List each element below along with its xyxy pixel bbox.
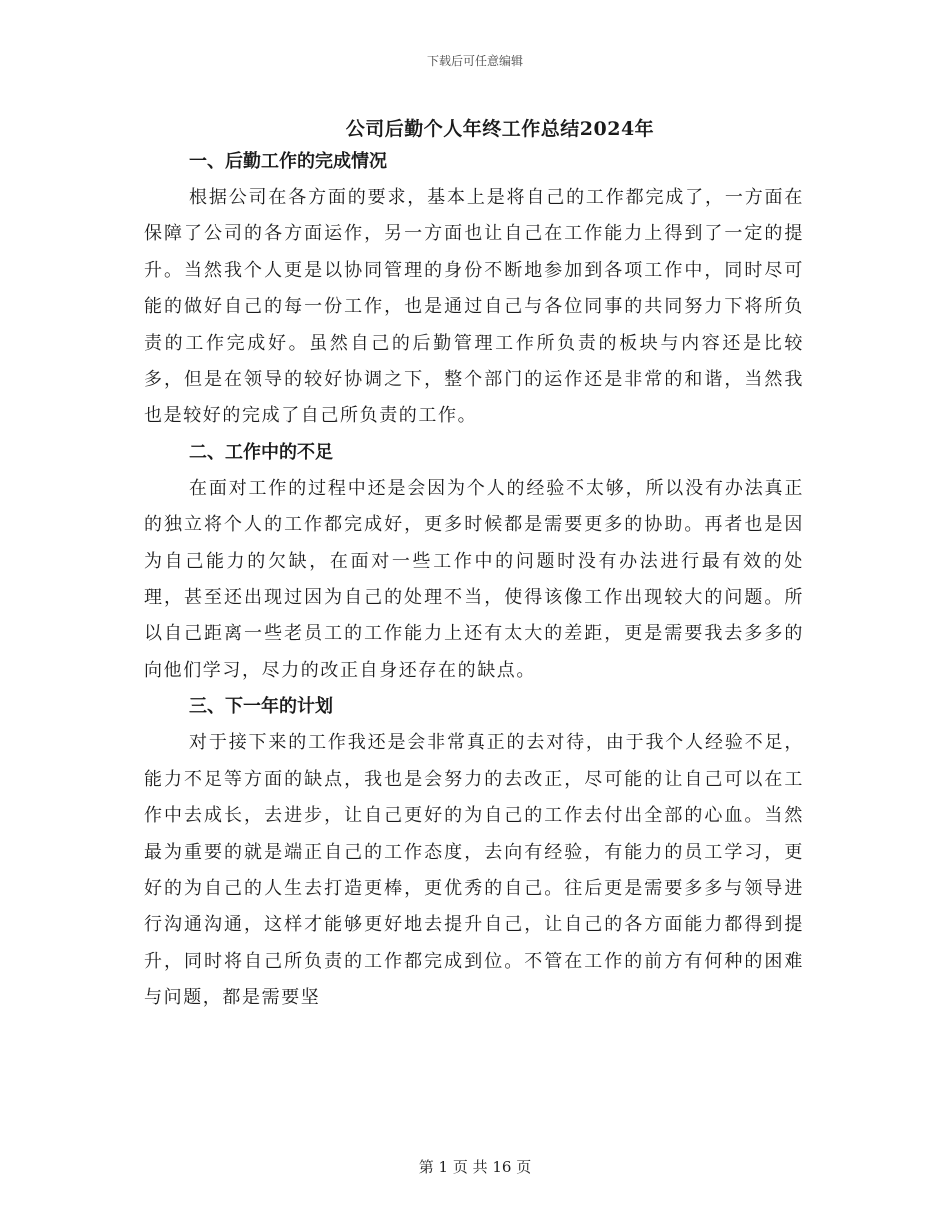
section-next-year-plan [144,689,804,1016]
section-paragraph: 在面对工作的过程中还是会因为个人的经验不太够，所以没有办法真正的独立将个人的工作都完成好，更多时候都是需要更多的协助。再者也是因为自己能力的欠缺，在面对一些工作中的问题时没有办法进行最有效的处理，甚至还出现过因为自己的处理不当，使得该像工作出现较大的问题。所以自己距离一些老员工的工作能力上还有太大的差距，更是需要我去多多的向他们学习，尽力的改正自身还存在的缺点。 [144,477,804,681]
section-heading: 三、下一年的计划 [189,696,333,718]
document-title: 公司后勤个人年终工作总结2024年 [345,118,655,140]
section-heading: 一、后勤工作的完成情况 [189,151,387,172]
section-completion [144,144,804,435]
page-number-footer: 第 1 页 共 16 页 [418,1158,532,1176]
document-body [144,144,804,1017]
section-shortcomings [144,435,804,689]
section-paragraph: 根据公司在各方面的要求，基本上是将自己的工作都完成了，一方面在保障了公司的各方面运作，另一方面也让自己在工作能力上得到了一定的提升。当然我个人更是以协同管理的身份不断地参加到各项工作中，同时尽可能的做好自己的每一份工作，也是通过自己与各位同事的共同努力下将所负责的工作完成好。虽然自己的后勤管理工作所负责的板块与内容还是比较多，但是在领导的较好协调之下，整个部门的运作还是非常的和谐，当然我也是较好的完成了自己所负责的工作。 [144,187,804,427]
section-heading: 二、工作中的不足 [189,441,333,463]
section-paragraph: 对于接下来的工作我还是会非常真正的去对待，由于我个人经验不足，能力不足等方面的缺点，我也是会努力的去改正，尽可能的让自己可以在工作中去成长，去进步，让自己更好的为自己的工作去付出全部的心血。当然最为重要的就是端正自己的工作态度，去向有经验，有能力的员工学习，更好的为自己的人生去打造更棒，更优秀的自己。往后更是需要多多与领导进行沟通沟通，这样才能够更好地去提升自己，让自己的各方面能力都得到提升，同时将自己所负责的工作都完成到位。不管在工作的前方有何种的困难与问题，都是需要坚 [144,732,804,1009]
header-note: 下载后可任意编辑 [426,54,523,68]
